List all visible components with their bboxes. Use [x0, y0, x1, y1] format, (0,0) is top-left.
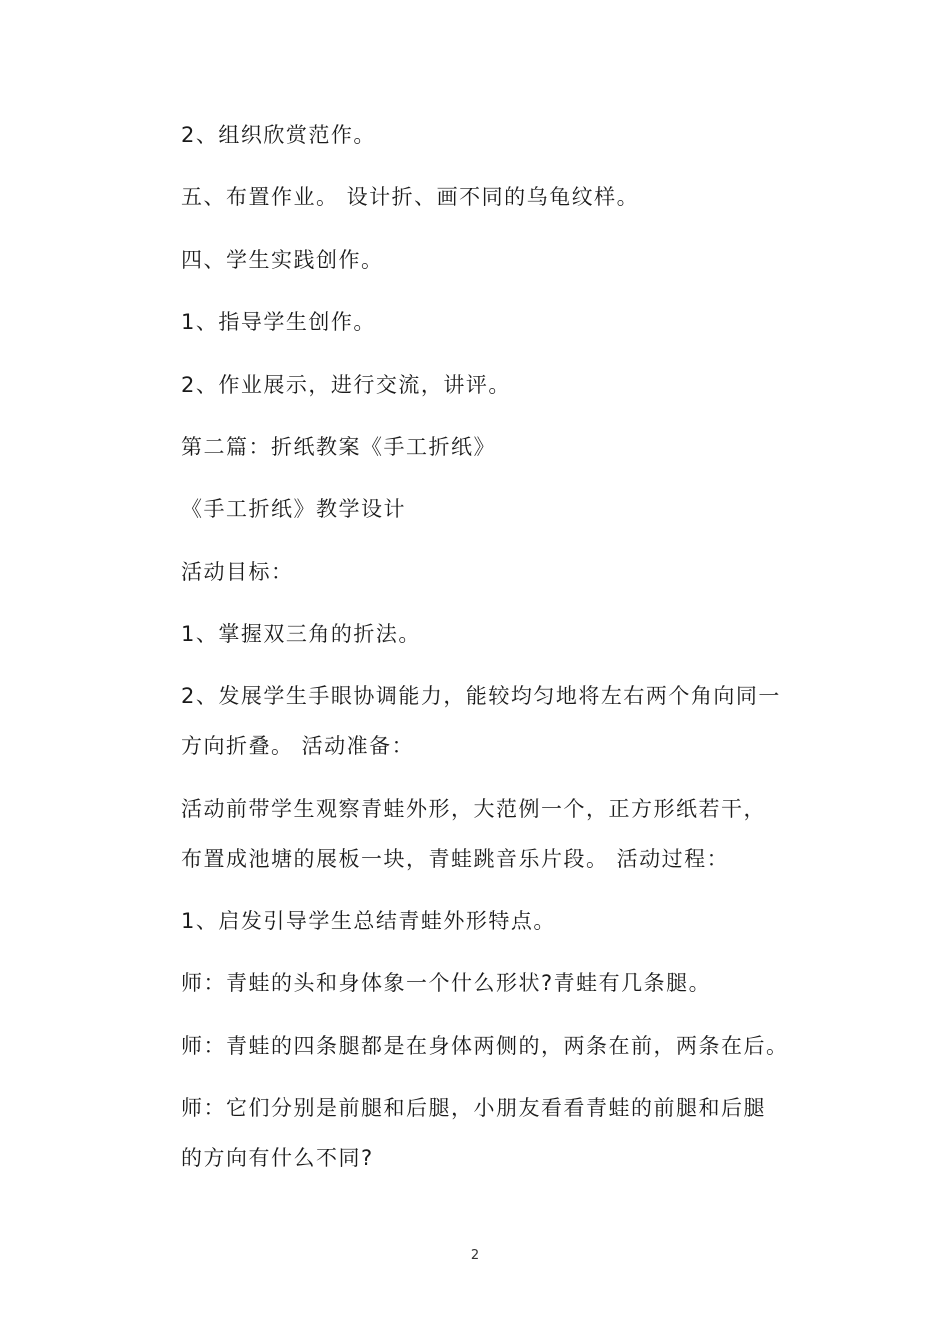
- text-line: 的方向有什么不同?: [181, 1146, 374, 1170]
- text-line: 2、组织欣赏范作。: [181, 123, 376, 147]
- text-line: 师：青蛙的头和身体象一个什么形状?青蛙有几条腿。: [181, 971, 712, 995]
- text-line: 布置成池塘的展板一块，青蛙跳音乐片段。 活动过程：: [181, 847, 730, 871]
- text-line: 2、作业展示，进行交流，讲评。: [181, 373, 511, 397]
- page-number: 2: [470, 1248, 480, 1263]
- text-line: 师：它们分别是前腿和后腿，小朋友看看青蛙的前腿和后腿: [181, 1096, 766, 1120]
- text-line: 活动目标：: [181, 560, 294, 584]
- text-line: 《手工折纸》教学设计: [181, 497, 406, 521]
- text-line: 师：青蛙的四条腿都是在身体两侧的，两条在前，两条在后。: [181, 1034, 789, 1058]
- text-line: 1、指导学生创作。: [181, 310, 376, 334]
- text-line: 2、发展学生手眼协调能力，能较均匀地将左右两个角向同一: [181, 684, 781, 708]
- text-line: 1、掌握双三角的折法。: [181, 622, 421, 646]
- text-line: 方向折叠。 活动准备：: [181, 734, 415, 758]
- text-line: 四、学生实践创作。: [181, 248, 384, 272]
- text-line: 1、启发引导学生总结青蛙外形特点。: [181, 909, 556, 933]
- text-line: 五、布置作业。 设计折、画不同的乌龟纹样。: [181, 185, 640, 209]
- text-line: 活动前带学生观察青蛙外形，大范例一个，正方形纸若干，: [181, 797, 766, 821]
- section-heading: 第二篇：折纸教案《手工折纸》: [181, 435, 496, 459]
